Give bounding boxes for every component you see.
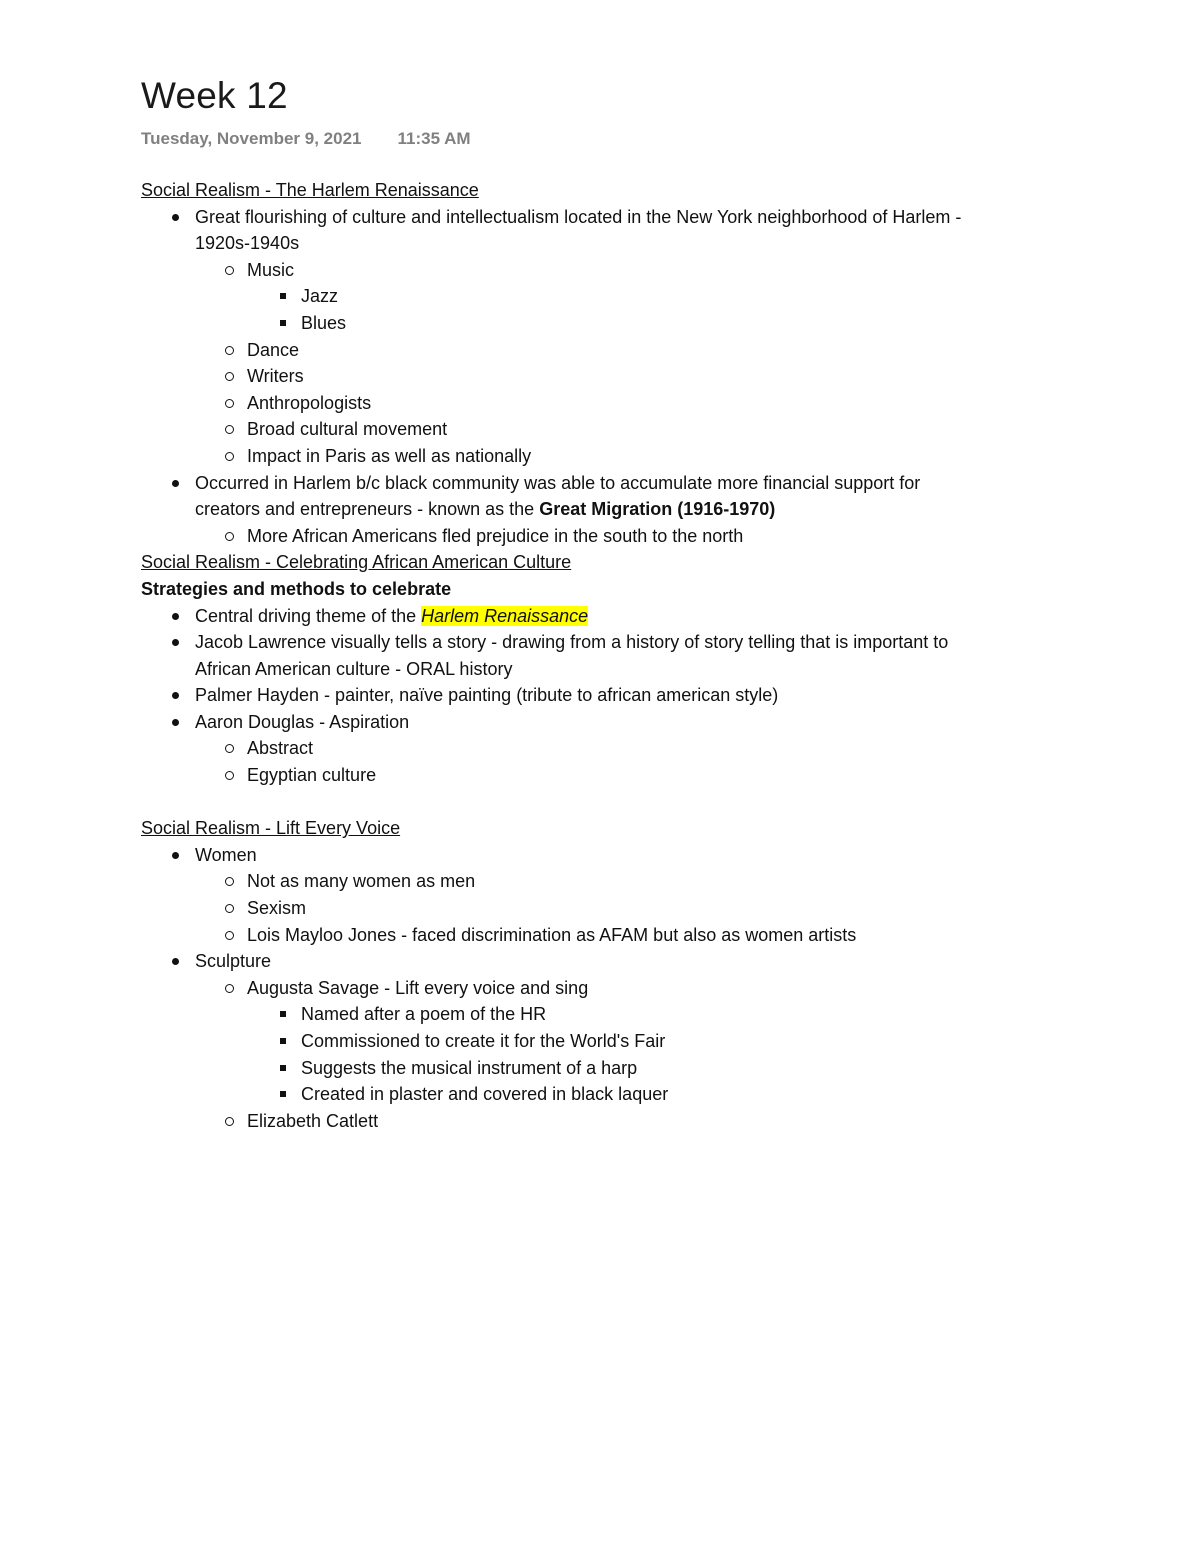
list-item: Commissioned to create it for the World's Fair (247, 1028, 1101, 1055)
highlighted-text: Harlem Renaissance (421, 605, 589, 626)
sub-list (195, 868, 1101, 948)
list-item-text: Sculpture (195, 951, 272, 972)
list-item: More African Americans fled prejudice in the south to the north (195, 523, 1101, 550)
list-item-text: Aaron Douglas - Aspiration (195, 711, 410, 732)
list-item (195, 257, 1101, 337)
list-item-text: 1920s-1940s (195, 233, 300, 254)
list-item-text: Music (247, 259, 295, 280)
note-body (141, 177, 1101, 1134)
sub-list (195, 735, 1101, 788)
list-item (141, 204, 1101, 470)
list-item: Jazz (247, 283, 1101, 310)
list-item-text: Central driving theme of the (195, 605, 422, 626)
list-item: Sexism (195, 895, 1101, 922)
note-time: 11:35 AM (397, 129, 471, 148)
list-item-text (195, 496, 1101, 523)
list-item: Elizabeth Catlett (195, 1108, 1101, 1135)
list-item (141, 470, 1101, 550)
list-item-text: African American culture - ORAL history (195, 658, 513, 679)
list-item-text: Great flourishing of culture and intellectualism located in the New York neighborhood of Harlem - (195, 206, 962, 227)
section-subheading: Strategies and methods to celebrate (141, 578, 452, 599)
list-item: Anthropologists (195, 390, 1101, 417)
section-heading-celebrating: Social Realism - Celebrating African American Culture (141, 552, 572, 573)
blank-line (141, 789, 1101, 816)
list-item-text: Jacob Lawrence visually tells a story - drawing from a history of story telling that is important to (195, 632, 949, 653)
list-item (141, 948, 1101, 1134)
bullet-list (141, 603, 1101, 789)
section-heading-lift-every-voice: Social Realism - Lift Every Voice (141, 818, 401, 839)
note-date: Tuesday, November 9, 2021 (141, 129, 362, 148)
list-item (141, 629, 1101, 682)
list-item (141, 842, 1101, 948)
list-item-text-plain: creators and entrepreneurs - known as the (195, 499, 540, 520)
list-item-text: Occurred in Harlem b/c black community was able to accumulate more financial support for (195, 472, 921, 493)
list-item: Impact in Paris as well as nationally (195, 443, 1101, 470)
sub-list (195, 523, 1101, 550)
list-item: Palmer Hayden - painter, naïve painting (tribute to african american style) (141, 682, 1101, 709)
page-title: Week 12 (141, 75, 288, 116)
bullet-list (141, 842, 1101, 1135)
list-item (141, 709, 1101, 789)
list-item (141, 603, 1101, 630)
list-item: Named after a poem of the HR (247, 1001, 1101, 1028)
bullet-list (141, 204, 1101, 550)
note-timestamp (141, 126, 1101, 152)
list-item: Broad cultural movement (195, 416, 1101, 443)
list-item: Blues (247, 310, 1101, 337)
list-item: Writers (195, 363, 1101, 390)
list-item: Lois Mayloo Jones - faced discrimination as AFAM but also as women artists (195, 922, 1101, 949)
list-item: Not as many women as men (195, 868, 1101, 895)
list-item (195, 975, 1101, 1108)
list-item: Egyptian culture (195, 762, 1101, 789)
section-heading-harlem: Social Realism - The Harlem Renaissance (141, 180, 479, 200)
sub-sub-list (247, 283, 1101, 336)
list-item-text: Augusta Savage - Lift every voice and sing (247, 977, 589, 998)
note-page (141, 72, 1101, 1134)
list-item: Created in plaster and covered in black laquer (247, 1081, 1101, 1108)
great-migration-bold: Great Migration (1916-1970) (539, 499, 776, 520)
list-item: Abstract (195, 735, 1101, 762)
sub-list (195, 975, 1101, 1135)
sub-list (195, 257, 1101, 470)
list-item: Suggests the musical instrument of a harp (247, 1055, 1101, 1082)
sub-sub-list (247, 1001, 1101, 1107)
list-item-text: Women (195, 844, 257, 865)
list-item: Dance (195, 337, 1101, 364)
